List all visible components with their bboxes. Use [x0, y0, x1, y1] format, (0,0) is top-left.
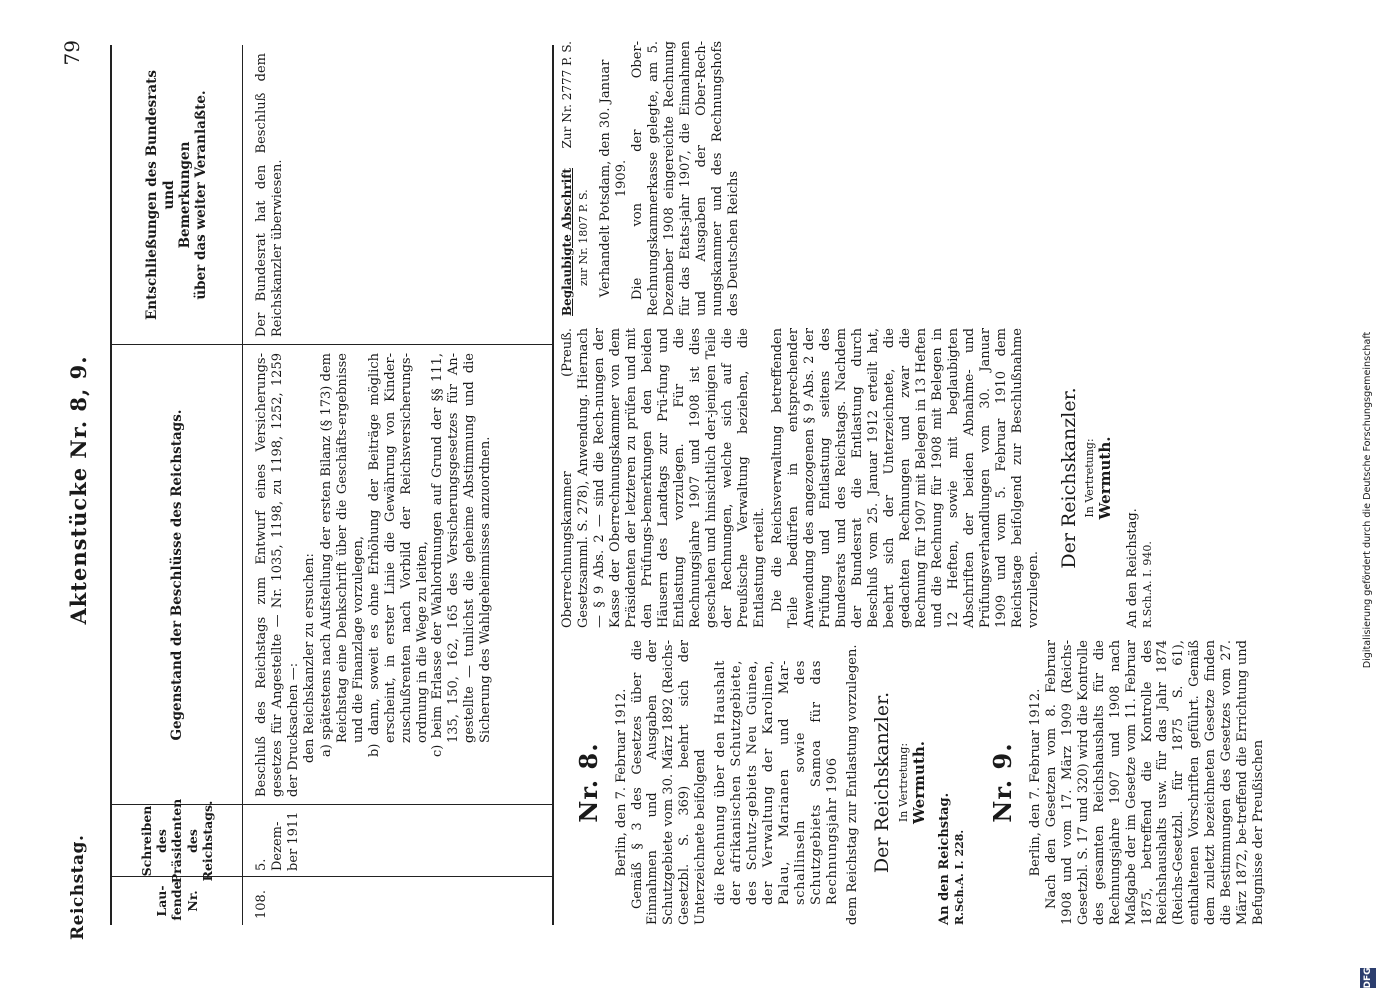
col-header-resolution: Entschließungen des Bundesrats und Bemerkungen über das weiter Veranlaßte.	[144, 70, 210, 320]
copy-ref-right: Zur Nr. 2777 P. S.	[560, 41, 574, 149]
copy-para: Die von der Ober-Rechnungskammerkasse gelegte, am 5. Dezember 1908 eingereichte Rechnung für das Etats-jahr 1907, die Einnahmen und Ausgaben der Ober-Rech-nungskammer und des Rechnungshofs des Deutschen Reichs	[630, 41, 742, 316]
header-left: Reichstag.	[68, 834, 88, 940]
digitization-note: Digitalisierung gefördert durch die Deutsche Forschungsgemeinschaft	[1362, 331, 1373, 669]
page-number: 79	[60, 40, 84, 66]
column-middle	[560, 328, 1154, 628]
subject-item: c) beim Erlasse der Wahlordnungen auf Grund der §§ 111, 135, 150, 162, 165 des Versicherungsgesetzes für An-gestellte — tunlichst die geheime Abstimmung und die Sicherung des Wahlgeheimnisses anzuordnen.	[430, 353, 494, 757]
nr8-heading: Nr. 8.	[574, 742, 603, 823]
nr8-address: An den Reichstag.	[936, 792, 952, 925]
nr9-address: An den Reichstag.	[1124, 508, 1140, 628]
header-title: Aktenstücke Nr. 8, 9.	[66, 355, 91, 625]
subject-item: a) spätestens nach Aufstellung der ersten Bilanz (§ 173) dem Reichstag eine Denkschrift über die Geschäfts-ergebnisse und die Finanzlage vorzulegen,	[319, 353, 367, 757]
nr8-ref: R.Sch.A. I. 228.	[952, 829, 966, 925]
nr9-dateline: Berlin, den 7. Februar 1912.	[1027, 688, 1043, 877]
row-date: 5. Dezem- ber 1911	[254, 811, 301, 871]
nr8-para3: dem Reichstag zur Entlastung vorzulegen.	[845, 644, 861, 925]
resolution-table	[110, 45, 554, 925]
column-left	[560, 640, 1269, 925]
nr8-signer: Wermuth.	[910, 741, 929, 824]
nr9-proxy: In Vertretung:	[1082, 438, 1096, 518]
page-header	[58, 40, 98, 940]
copy-dateline: Verhandelt Potsdam, den 30. Januar 1909.	[598, 59, 630, 298]
subject-items	[319, 353, 493, 757]
dfg-logo: DFG	[1360, 968, 1376, 988]
copy-ref-left: zur Nr. 1807 P. S.	[576, 189, 590, 286]
nr8-proxy: In Vertretung:	[896, 742, 910, 823]
column-right	[560, 41, 744, 316]
copy-header	[560, 41, 575, 316]
nr8-para2: die Rechnung über den Haushalt der afrikanischen Schutzgebiete, des Schutz-gebiets Neu Guinea, der Verwaltung der Karolinen, Palau, Marianen und Mar-schallinseln sowie des Schutzgebiets Samoa für das Rechnungsjahr 1906	[713, 660, 841, 905]
nr9-heading: Nr. 9.	[988, 742, 1018, 823]
copy-title: Beglaubigte Abschrift	[560, 168, 574, 316]
row-number: 108.	[254, 890, 269, 919]
table-header-rule	[242, 45, 243, 925]
col-header-subject: Gegenstand der Beschlüsse des Reichstags.	[168, 409, 185, 741]
row-resolution: Der Bundesrat hat den Beschluß dem Reichskanzler überwiesen.	[254, 53, 285, 337]
subject-intro: Beschluß des Reichstags zum Entwurf eines Versicherungs-gesetzes für Angestellte — Nr. 1035, 1198, zu 1198, 1252, 1259 der Drucksachen —:	[254, 353, 301, 797]
subject-lead: den Reichskanzler zu ersuchen:	[301, 553, 317, 763]
nr9-para2: Oberrechnungskammer (Preuß. Gesetzsamml. S. 278), Anwendung. Hiernach — § 9 Abs. 2 — sind die Rech-nungen der Kasse der Oberrechnungskammer von dem Präsidenten der letzteren zu prüfen und mit den Prüfungs-bemerkungen den beiden Häusern des Landtags zur Prü-fung und Entlastung vorzulegen. Für die Rechnungsjahre 1907 und 1908 ist dies geschehen und hinsichtlich der-jenigen Teile der Rechnungen, welche sich auf die Preußische Verwaltung beziehen, die Entlastung erteilt.	[560, 328, 767, 628]
nr9-para1: Nach den Gesetzen vom 8. Februar 1908 und vom 17. März 1909 (Reichs-Gesetzbl. S. 17 und 320) wird die Kontrolle des gesamten Reichshaushalts für die Rechnungsjahre 1907 und 1908 nach Maßgabe der im Gesetze vom 11. Februar 1875, betreffend die Kontrolle des Reichshaushalts usw. für das Jahr 1874 (Reichs-Gesetzbl. für 1875 S. 61), enthaltenen Vorschriften geführt. Gemäß dem zuletzt bezeichneten Gesetze finden die Bestimmungen des Gesetzes vom 27. März 1872, be-treffend die Errichtung und Befugnisse der Preußischen	[1043, 640, 1267, 925]
nr8-dateline: Berlin, den 7. Februar 1912.	[613, 688, 629, 877]
col-header-number: Lau- fende Nr.	[154, 881, 200, 921]
nr9-signer: Wermuth.	[1096, 436, 1115, 520]
nr9-ref: R.Sch.A. I. 940.	[1140, 541, 1154, 628]
subject-item: b) dann, soweit es ohne Erhöhung der Beiträge möglich erscheint, in erster Linie die Gewährung von Kinder-zuschußrenten nach Vorbild der Reichsversicherungs-ordnung in die Wege zu leiten,	[367, 353, 430, 757]
nr8-signer-title: Der Reichskanzler.	[871, 691, 894, 874]
row-subject	[254, 353, 494, 797]
nr9-para3: Die die Reichsverwaltung betreffenden Teile bedürfen in entsprechender Anwendung des angezogenen § 9 Abs. 2 der Prüfung und Entlastung seitens des Bundesrats und des Reichstags. Nachdem der Bundesrat die Entlastung durch Beschluß vom 25. Januar 1912 erteilt hat, beehrt sich der Unterzeichnete, die gedachten Rechnungen und zwar die Rechnung für 1907 mit Belegen in 13 Heften und die Rechnung für 1908 mit Belegen in 12 Heften, sowie mit beglaubigten Abschriften der beiden Abnahme- und Prüfungsverhandlungen vom 30. Januar 1909 und vom 5. Februar 1910 dem Reichstage beifolgend zur Beschlußnahme vorzulegen.	[769, 328, 1041, 628]
nr8-para1: Gemäß § 3 des Gesetzes über die Einnahmen und Ausgaben der Schutzgebiete vom 30. März 1892 (Reichs-Gesetzbl. S. 369) beehrt sich der Unterzeichnete beifolgend	[629, 640, 709, 925]
col-header-letter: Schreiben des Präsidenten des Reichstags.	[138, 798, 215, 884]
nr9-signer-title: Der Reichskanzler.	[1057, 387, 1080, 569]
